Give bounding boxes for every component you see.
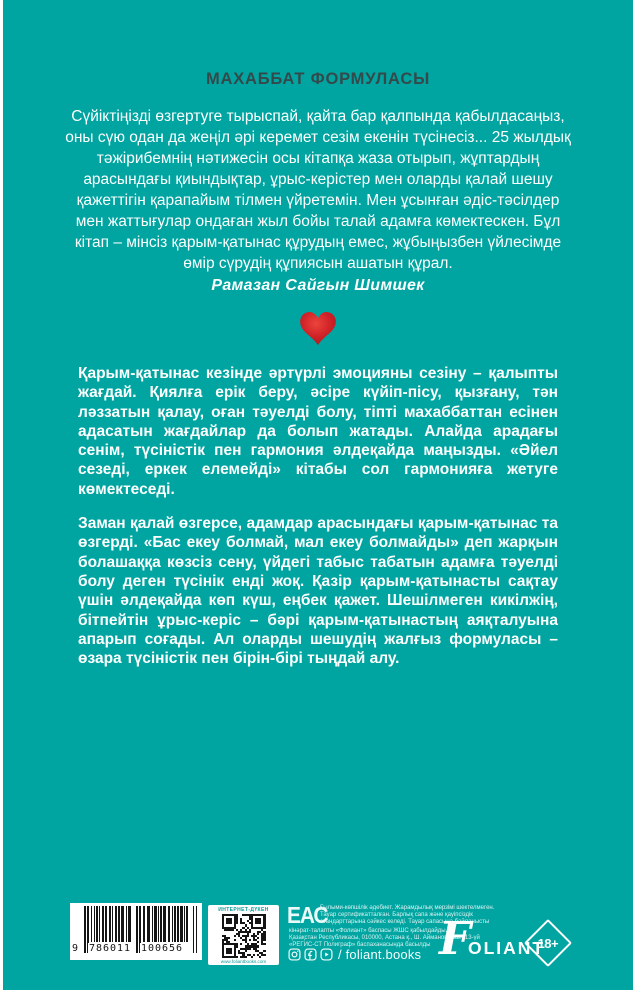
body-paragraph-1: Қарым-қатынас кезінде әртүрлі эмоцияны сезіну – қалыпты жағдай. Қиялға ерік беру, әсіре күйіп-пісу, қызғану, тән ләззатын қалау, оған тәуелді болу, тіпті махаббаттан есінен адасатын жағдайлар да болып жатады. Алайда арадағы сенім, түсіністік пен гармония әлдеқайда маңызды. «Әйел сезеді, еркек елемейді» кітабы сол гармонияға жетуге көмектеседі. — [78, 365, 558, 498]
imprint-line: Қазақстан Республикасы, 010000, Астана қ., Ш. Айманов көш., 13-үй — [289, 935, 480, 942]
social-row — [288, 947, 421, 962]
qr-code-icon — [222, 914, 266, 958]
isbn-barcode — [70, 903, 202, 960]
imprint-line: Тауар сертификатталған. Барлық сапа және қауіпсіздік — [320, 912, 473, 919]
imprint-line: кінәрат-талапты «Фолиант» баспасы ЖШС қабылдайды. — [289, 928, 448, 934]
qr-label-bottom: www.foliantbooks.com — [220, 959, 267, 964]
barcode-digit-prefix: 9 — [72, 943, 82, 955]
imprint-line: Ғылыми-көпшілік әдебиет. Жарамдылық мерзімі шектелмеген. — [320, 905, 495, 911]
book-title: МАХАББАТ ФОРМУЛАСЫ — [205, 70, 431, 88]
barcode-digits-group2: 100656 — [140, 943, 184, 954]
publisher-logo-text: OLIANT — [467, 938, 546, 958]
imprint-line: «РЕГИС-СТ Полиграф» баспаханасында басылды — [289, 942, 431, 949]
instagram-icon — [288, 948, 301, 961]
barcode-digits-group1: 786011 — [88, 943, 132, 954]
eac-conformity-mark: ЕАС — [287, 904, 328, 930]
cover-background — [3, 0, 633, 990]
youtube-icon — [320, 948, 333, 961]
intro-paragraph: Сүйіктіңізді өзгертуге тырыспай, қайта бар қалпында қабылдасаңыз, оны сүю одан да жеңіл әрі керемет сезім екенін түсінесіз... 25 жылдық тәжірибемнің нәтижесін осы кітапқа жаза отырып, жұптардың арасындағы қиындықтар, ұрыс-керістер мен оларды қалай шешу қажеттігін қарапайым тілмен үйретемін. Мен ұсынған әдіс-тәсілдер мен жаттығулар ондаған жыл бойы талай адамға көмектескен. Бұл кітап – мінсіз қарым-қатынас құрудың емес, жұбыңызбен үйлесімде өмір сүрудің құпиясын ашатын құрал. — [65, 108, 571, 272]
facebook-icon — [304, 948, 317, 961]
author-name: Рамазан Сайгын Шимшек — [211, 277, 425, 294]
publisher-logo-initial: F — [439, 912, 471, 965]
age-rating-label: 18+ — [537, 935, 559, 951]
qr-label-top: ИНТЕРНЕТ-ДҮКЕН — [218, 907, 269, 913]
social-handle: / foliant.books — [338, 947, 422, 962]
heart-icon — [300, 312, 336, 345]
qr-code-block — [208, 905, 279, 965]
body-paragraph-2: Заман қалай өзгерсе, адамдар арасындағы қарым-қатынас та өзгерді. «Бас екеу болмай, мал екеу болмайды» деп жарқын болашаққа көзсіз сену, үйдегі табыс табатын адамға тәуелді болу деген түсінік енді жоқ. Қазір қарым-қатынасты сақтау үшін әлдеқайда көп күш, еңбек қажет. Шешілмеген кикілжің, бітпейтін ұрыс-керіс – бәрі қарым-қатынастың аяқталуына апарып соғады. Ал оларды шешудің жалғыз формуласы – өзара түсіністік пен бірін-бірі тыңдай алу. — [78, 515, 558, 668]
imprint-line: стандарттарына сәйкес келеді. Тауар сапасына байланысты — [320, 919, 490, 926]
